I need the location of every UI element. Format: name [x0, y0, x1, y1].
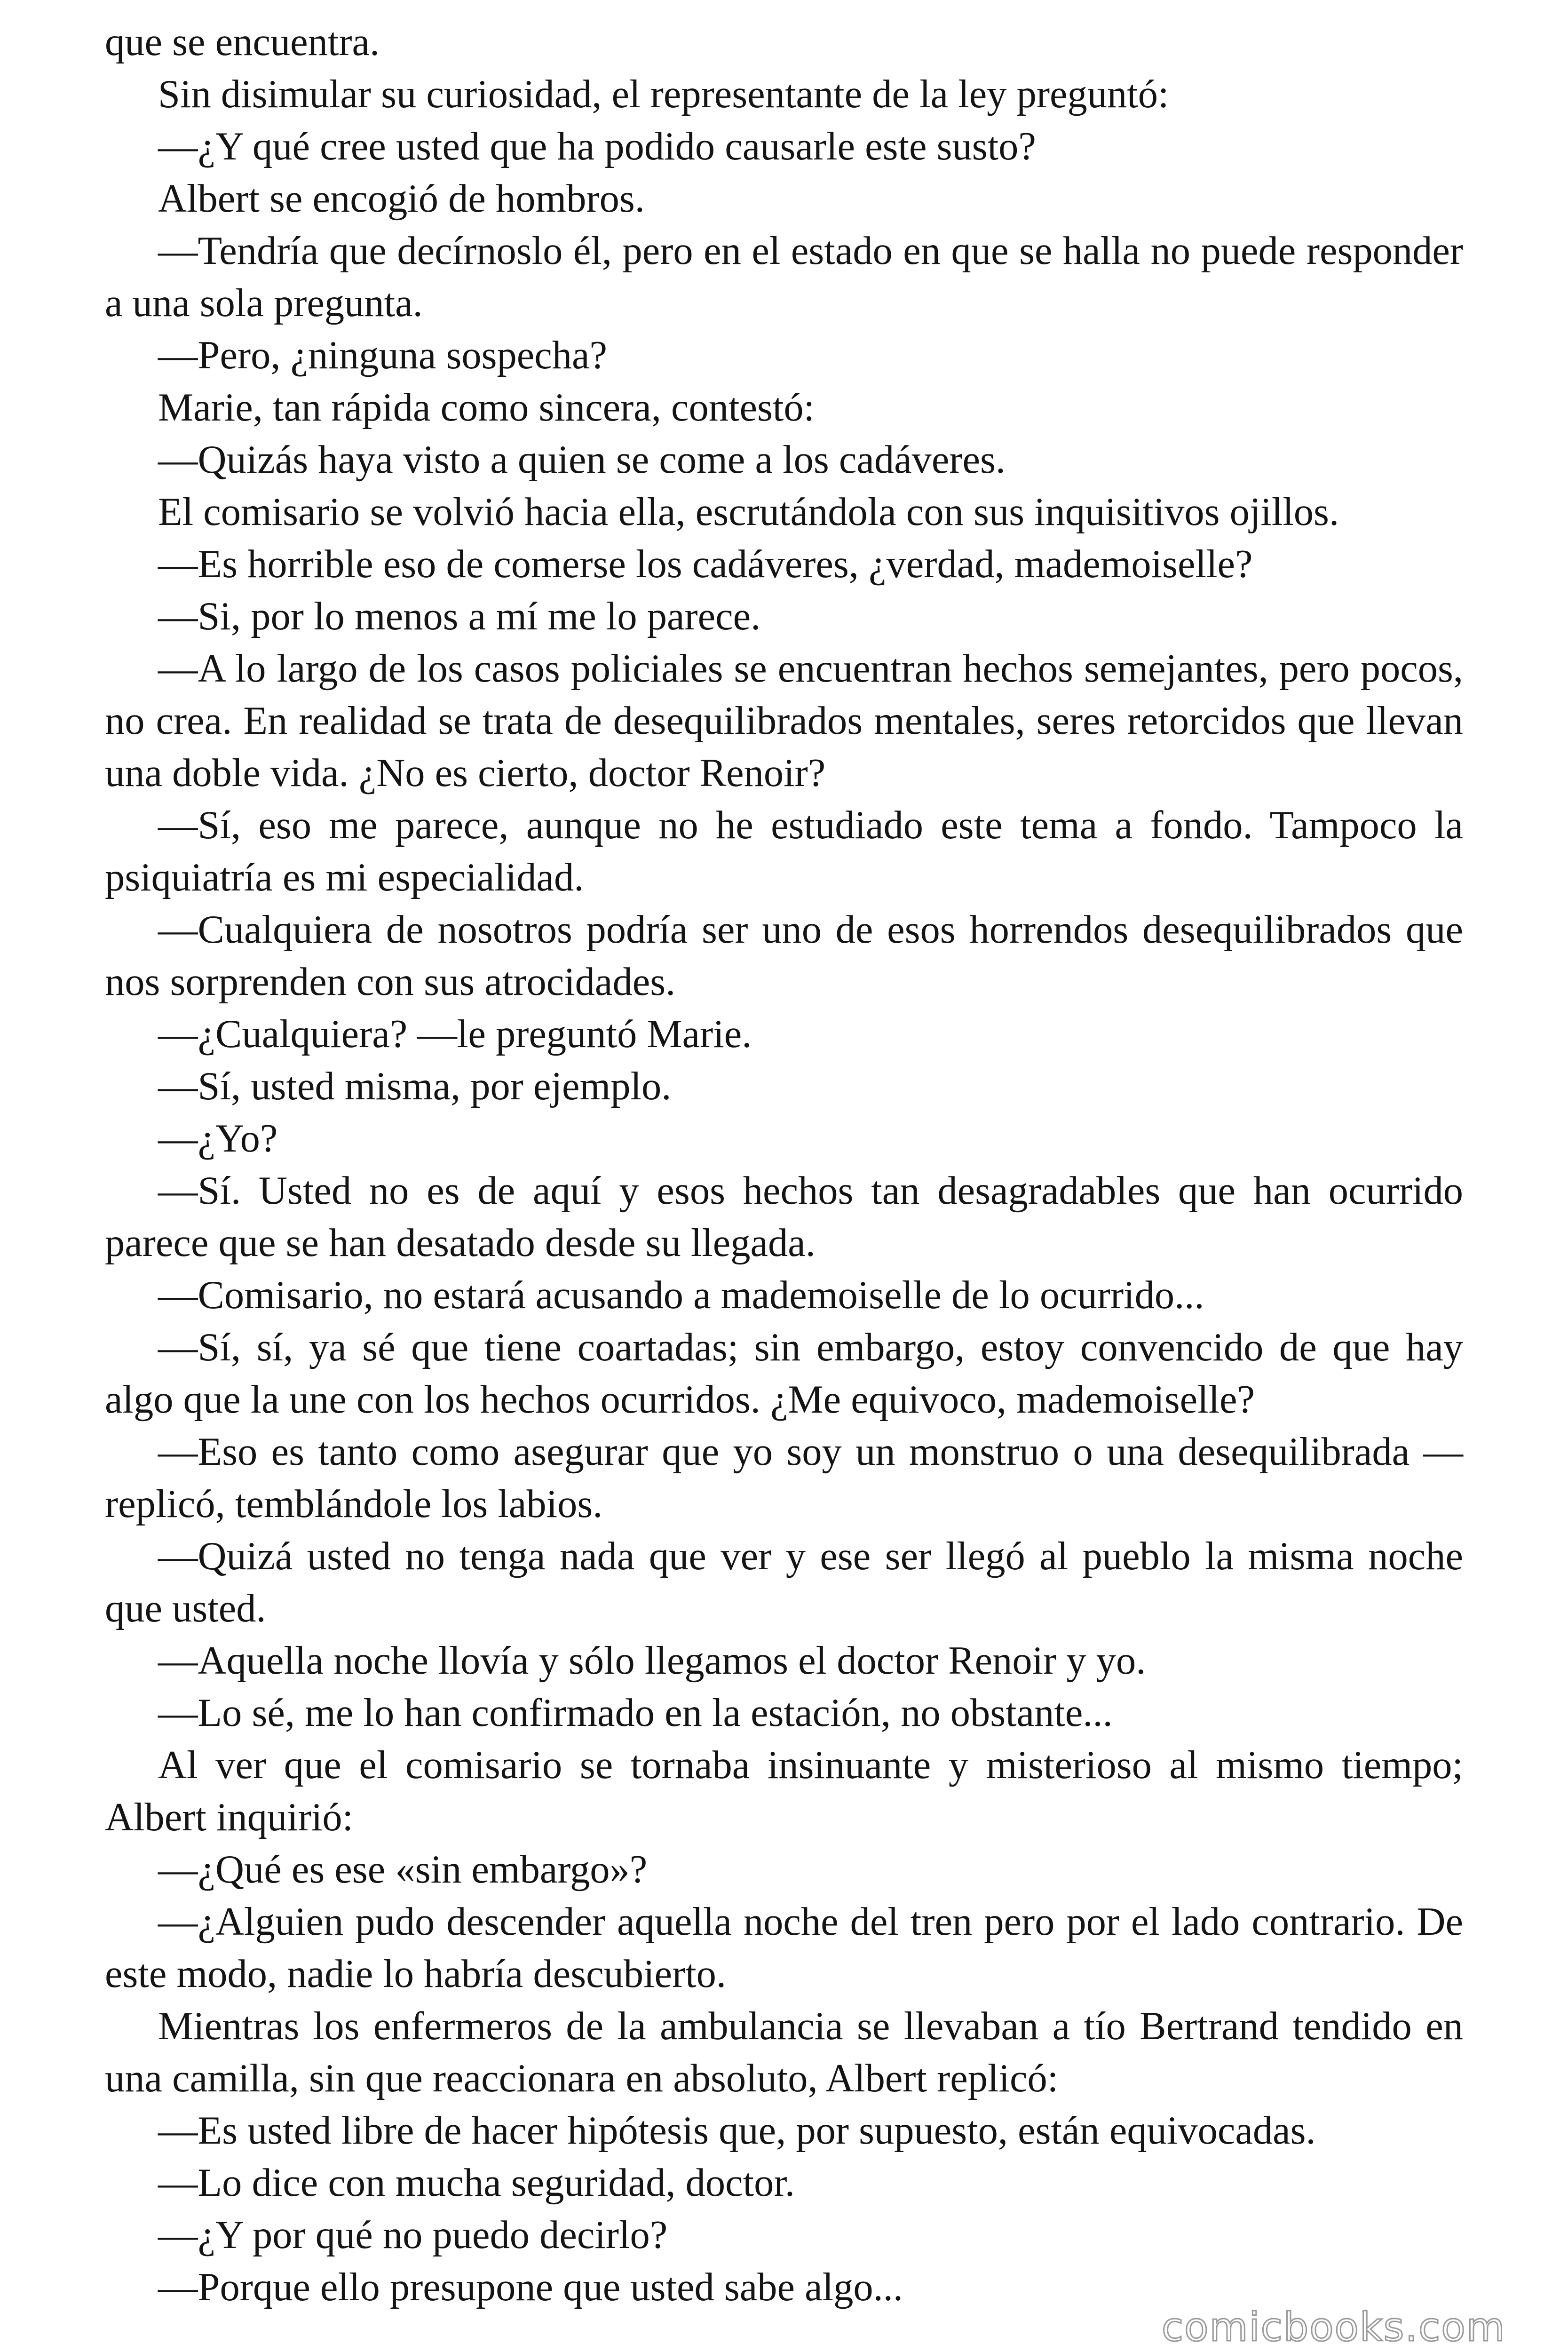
paragraph: El comisario se volvió hacia ella, escrutándola con sus inquisitivos ojillos. [158, 490, 1339, 534]
paragraph: —Comisario, no estará acusando a mademoiselle de lo ocurrido... [158, 1273, 1204, 1317]
paragraph: —Lo dice con mucha seguridad, doctor. [158, 2161, 795, 2205]
paragraph: que se encuentra. [105, 20, 380, 64]
paragraph: Albert se encogió de hombros. [158, 177, 645, 221]
paragraph: Mientras los enfermeros de la ambulancia se llevaban a tío Bertrand tendido en una camilla, sin que reaccionara en absoluto, Albert replicó: [105, 2004, 1463, 2100]
paragraph: —Sí, sí, ya sé que tiene coartadas; sin embargo, estoy convencido de que hay algo que la une con los hechos ocurridos. ¿Me equivoco, mademoiselle? [105, 1326, 1463, 1422]
paragraph: Sin disimular su curiosidad, el representante de la ley preguntó: [158, 72, 1169, 116]
paragraph: —Pero, ¿ninguna sospecha? [158, 334, 608, 377]
paragraph: —¿Cualquiera? —le preguntó Marie. [158, 1012, 752, 1056]
paragraph: —¿Qué es ese «sin embargo»? [158, 1848, 648, 1891]
paragraph: —Sí, usted misma, por ejemplo. [158, 1065, 672, 1108]
paragraph: —Si, por lo menos a mí me lo parece. [158, 595, 761, 638]
paragraph: —Quizás haya visto a quien se come a los cadáveres. [158, 438, 1006, 482]
paragraph: —Sí. Usted no es de aquí y esos hechos tan desagradables que han ocurrido parece que se han desatado desde su llegada. [105, 1169, 1463, 1265]
paragraph: —¿Alguien pudo descender aquella noche del tren pero por el lado contrario. De este modo, nadie lo habría descubierto. [105, 1900, 1463, 1996]
paragraph: Marie, tan rápida como sincera, contestó: [158, 386, 815, 429]
paragraph: —Eso es tanto como asegurar que yo soy un monstruo o una desequilibrada —replicó, temblándole los labios. [105, 1430, 1463, 1526]
paragraph: —Cualquiera de nosotros podría ser uno de esos horrendos desequilibrados que nos sorprenden con sus atrocidades. [105, 908, 1463, 1004]
paragraph: —Quizá usted no tenga nada que ver y ese ser llegó al pueblo la misma noche que usted. [105, 1534, 1463, 1630]
paragraph: —Sí, eso me parece, aunque no he estudiado este tema a fondo. Tampoco la psiquiatría es mi especialidad. [105, 803, 1463, 899]
paragraph: —¿Y qué cree usted que ha podido causarle este susto? [158, 125, 1036, 168]
page-text [105, 16, 1463, 2313]
paragraph: —A lo largo de los casos policiales se encuentran hechos semejantes, pero pocos, no crea. En realidad se trata de desequilibrados mentales, seres retorcidos que llevan una doble vida. ¿No es cierto, doctor Renoir? [105, 647, 1463, 795]
paragraph: —Lo sé, me lo han confirmado en la estación, no obstante... [158, 1691, 1113, 1735]
paragraph: —Es usted libre de hacer hipótesis que, por supuesto, están equivocadas. [158, 2109, 1316, 2153]
paragraph: Al ver que el comisario se tornaba insinuante y misterioso al mismo tiempo; Albert inquirió: [105, 1743, 1463, 1839]
paragraph: —Porque ello presupone que usted sabe algo... [158, 2265, 903, 2309]
watermark: comicbooks.com [1162, 2304, 1506, 2350]
paragraph: —¿Yo? [158, 1117, 278, 1160]
paragraph: —¿Y por qué no puedo decirlo? [158, 2213, 668, 2257]
paragraph: —Aquella noche llovía y sólo llegamos el doctor Renoir y yo. [158, 1639, 1146, 1683]
paragraph: —Tendría que decírnoslo él, pero en el estado en que se halla no puede responder a una sola pregunta. [105, 229, 1463, 325]
paragraph: —Es horrible eso de comerse los cadáveres, ¿verdad, mademoiselle? [158, 542, 1253, 586]
